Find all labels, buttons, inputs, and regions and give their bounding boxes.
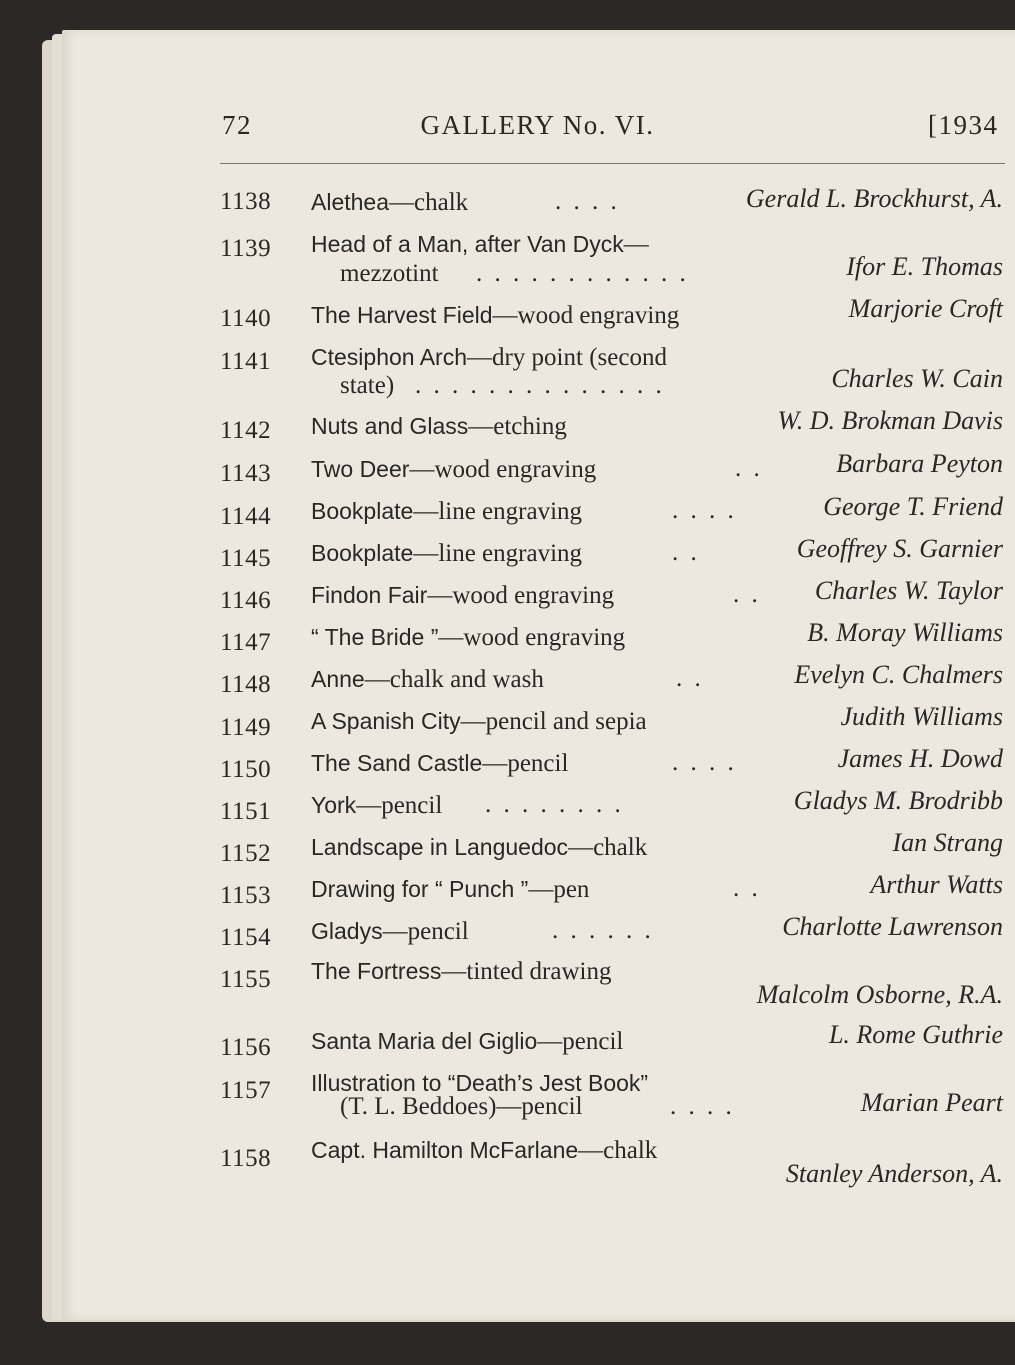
entry-title: Drawing for “ Punch ”—pen (311, 876, 590, 903)
page-title: GALLERY No. VI. (420, 110, 655, 140)
entry-number: 1149 (220, 714, 272, 741)
entry-continuation: mezzotint (340, 260, 439, 287)
entry-artist: Ifor E. Thomas (846, 252, 1003, 281)
entry-leader: . . (735, 455, 763, 482)
entry-title: Bookplate—line engraving (311, 540, 583, 567)
entry-artist: Gerald L. Brockhurst, A. (745, 184, 1003, 213)
entry-title: Nuts and Glass—etching (311, 413, 567, 440)
entry-number: 1138 (220, 188, 272, 215)
entry-leader: . . . . (670, 1093, 735, 1120)
entry-leader: . . . . . . . . (485, 791, 624, 818)
entry-number: 1153 (220, 882, 272, 909)
entry-leader: . . (733, 875, 761, 902)
entry-continuation: (T. L. Beddoes)—pencil (340, 1093, 583, 1120)
entry-artist: W. D. Brokman Davis (777, 406, 1003, 435)
entry-artist: Ian Strang (892, 828, 1003, 857)
header-year: [1934 (928, 110, 999, 140)
entry-number: 1158 (220, 1145, 272, 1172)
entry-leader: . . (733, 581, 761, 608)
entry-artist: Arthur Watts (870, 870, 1003, 899)
entry-artist: Marjorie Croft (848, 294, 1003, 323)
entry-number: 1144 (220, 503, 272, 530)
entry-number: 1156 (220, 1034, 272, 1061)
entry-number: 1157 (220, 1077, 272, 1104)
entry-artist: Stanley Anderson, A. (785, 1159, 1003, 1188)
entry-title: Bookplate—line engraving (311, 498, 583, 525)
entry-number: 1139 (220, 235, 272, 262)
entry-title: Ctesiphon Arch—dry point (second (311, 344, 667, 371)
entry-leader: . . (672, 539, 700, 566)
entry-title: Illustration to “Death’s Jest Book” (311, 1070, 649, 1096)
entry-title: Head of a Man, after Van Dyck— (311, 231, 649, 258)
entry-title: The Sand Castle—pencil (311, 750, 569, 777)
entry-artist: Judith Williams (840, 702, 1003, 731)
entry-title: Capt. Hamilton McFarlane—chalk (311, 1137, 658, 1164)
entry-artist: Malcolm Osborne, R.A. (756, 980, 1003, 1009)
entry-title: The Harvest Field—wood engraving (311, 302, 680, 329)
entry-continuation: state) (340, 372, 395, 399)
entry-number: 1154 (220, 924, 272, 951)
entry-title: Landscape in Languedoc—chalk (311, 834, 648, 861)
entry-artist: Geoffrey S. Garnier (796, 534, 1003, 563)
entry-artist: Charles W. Cain (831, 364, 1003, 393)
entry-number: 1141 (220, 348, 272, 375)
entry-leader: . . . . (672, 749, 737, 776)
entry-title: Gladys—pencil (311, 918, 469, 945)
entry-leader: . . . . . . . . . . . . (476, 260, 689, 287)
entry-title: Two Deer—wood engraving (311, 456, 597, 483)
entry-number: 1145 (220, 545, 272, 572)
entry-artist: Evelyn C. Chalmers (794, 660, 1003, 689)
entry-title: “ The Bride ”—wood engraving (311, 624, 626, 651)
entry-artist: Marian Peart (860, 1088, 1003, 1117)
entry-number: 1148 (220, 671, 272, 698)
entry-number: 1155 (220, 966, 272, 993)
entry-artist: George T. Friend (823, 492, 1003, 521)
entry-title: Findon Fair—wood engraving (311, 582, 615, 609)
entry-leader: . . . . (555, 188, 620, 215)
entry-artist: B. Moray Williams (807, 618, 1003, 647)
entry-number: 1146 (220, 587, 272, 614)
entry-artist: Charlotte Lawrenson (782, 912, 1003, 941)
entry-title: Santa Maria del Giglio—pencil (311, 1028, 624, 1055)
entry-number: 1147 (220, 629, 272, 656)
entry-leader: . . . . . . . . . . . . . . (415, 372, 665, 399)
entry-number: 1142 (220, 417, 272, 444)
entry-title: The Fortress—tinted drawing (311, 958, 612, 985)
entry-leader: . . (676, 665, 704, 692)
entry-artist: L. Rome Guthrie (828, 1020, 1003, 1049)
entry-title: Anne—chalk and wash (311, 666, 544, 693)
entry-leader: . . . . (672, 497, 737, 524)
entry-number: 1151 (220, 798, 272, 825)
entry-title: Alethea—chalk (311, 189, 469, 216)
entry-number: 1152 (220, 840, 272, 867)
entry-number: 1150 (220, 756, 272, 783)
entry-artist: Gladys M. Brodribb (793, 786, 1003, 815)
page-number: 72 (222, 110, 252, 140)
entry-title: York—pencil (311, 792, 443, 819)
entry-title: A Spanish City—pencil and sepia (311, 708, 647, 735)
entry-artist: Barbara Peyton (836, 449, 1003, 478)
entry-leader: . . . . . . (552, 917, 654, 944)
entry-number: 1140 (220, 305, 272, 332)
entry-artist: Charles W. Taylor (814, 576, 1003, 605)
entry-artist: James H. Dowd (837, 744, 1003, 773)
entry-number: 1143 (220, 460, 272, 487)
